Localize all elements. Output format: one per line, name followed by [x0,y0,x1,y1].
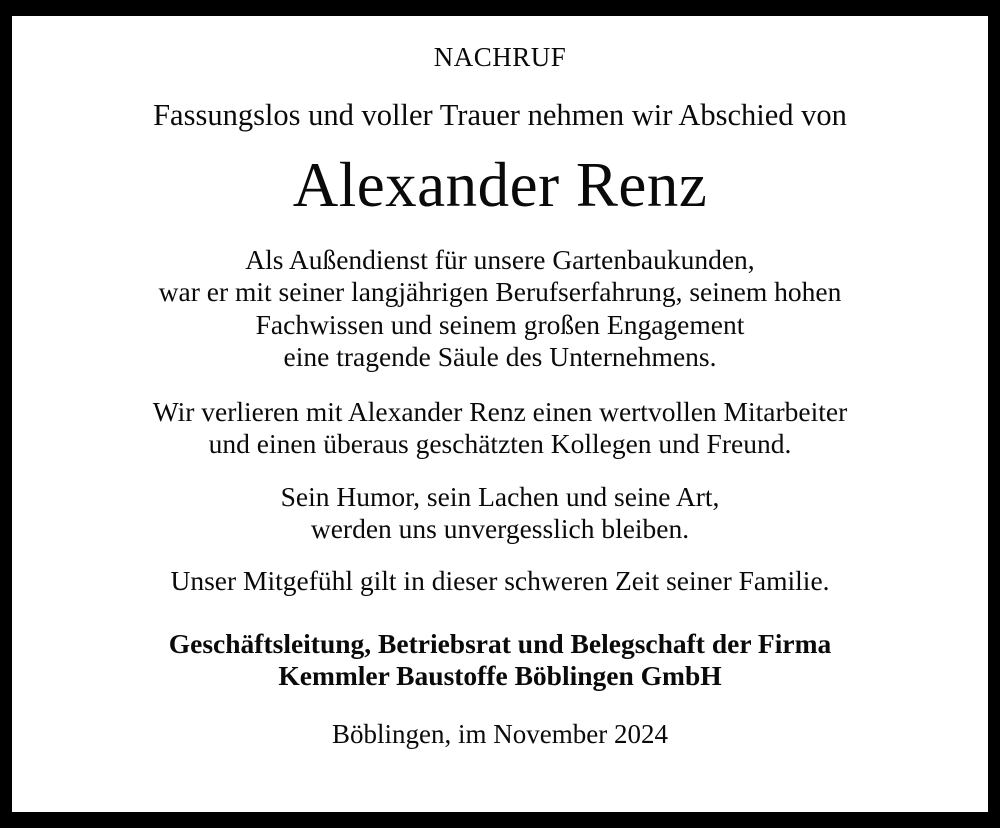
obituary-paragraph-3 [42,481,958,546]
obituary-kicker: NACHRUF [433,42,567,72]
deceased-name: Alexander Renz [292,149,708,220]
paragraph-1-line-1: Als Außendienst für unsere Gartenbaukunden, [245,243,755,275]
paragraph-1-line-3: Fachwissen und seinem großen Engagement [255,308,745,340]
paragraph-4-line-1: Unser Mitgefühl gilt in dieser schweren Zeit seiner Familie. [170,565,830,597]
obituary-paragraph-2 [42,396,958,461]
paragraph-1-line-2: war er mit seiner langjährigen Berufserfahrung, seinem hohen [158,276,842,308]
company-signature [42,628,958,693]
obituary-paragraph-4 [42,565,958,597]
company-line-2: Kemmler Baustoffe Böblingen GmbH [278,660,722,692]
obituary-content [12,16,988,812]
paragraph-1-line-4: eine tragende Säule des Unternehmens. [283,341,717,373]
paragraph-3-line-1: Sein Humor, sein Lachen und seine Art, [280,480,720,512]
obituary-lead-text: Fassungslos und voller Trauer nehmen wir Abschied von [153,97,847,132]
paragraph-2-line-1: Wir verlieren mit Alexander Renz einen wertvollen Mitarbeiter [152,395,848,427]
obituary-paragraph-1 [42,244,958,374]
paragraph-3-line-2: werden uns unvergesslich bleiben. [310,513,690,545]
company-line-1: Geschäftsleitung, Betriebsrat und Belegschaft der Firma [168,627,832,659]
paragraph-2-line-2: und einen überaus geschätzten Kollegen und Freund. [208,428,792,460]
place-and-date: Böblingen, im November 2024 [332,718,668,749]
